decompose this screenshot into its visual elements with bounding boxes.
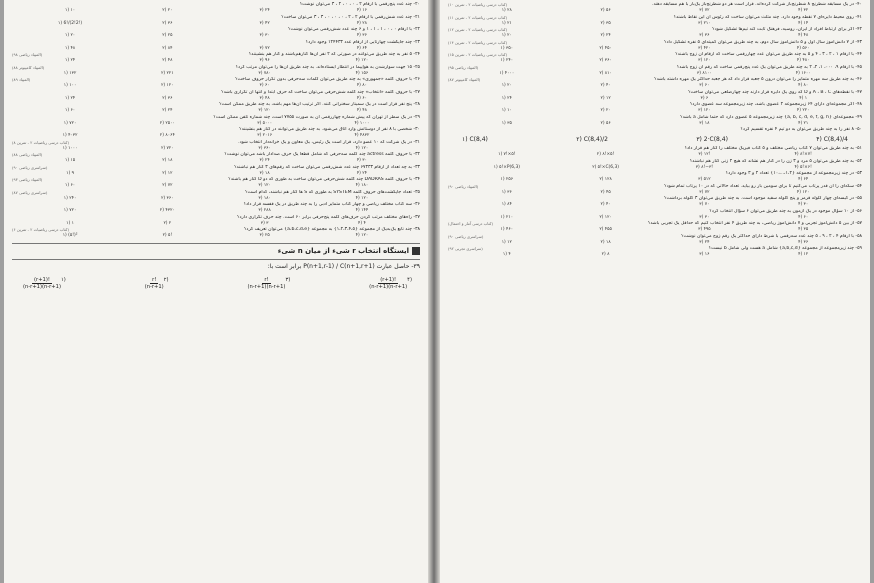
answer-option: ۱) ۴۶۰ bbox=[500, 227, 514, 233]
answer-option: ۴) ۸۰ bbox=[356, 83, 368, 89]
question-body: ۲۰- چند عدد پنج‌رقمی با ارقام ۲ ، ۰ ، ۰ ، ۲ ، ۳ می‌توان نوشت؟ bbox=[299, 2, 420, 7]
right-page bbox=[440, 0, 870, 583]
answer-option: ۳) ۸!−۳! bbox=[695, 164, 714, 170]
denominator: (n-r+1) bbox=[144, 283, 164, 290]
answer-option: ۳) ۱۲! bbox=[698, 152, 711, 158]
answer-option: ۱) ۱۰۰ bbox=[63, 83, 77, 89]
answer-option: ۱) ۸۴ bbox=[501, 202, 512, 208]
answer-option: ۱) ۹ bbox=[66, 170, 74, 176]
answer-option: ۲) ۳۶۰ bbox=[599, 58, 612, 64]
answer-option: ۴) ۶۴ bbox=[356, 45, 368, 51]
question-body: ۴۰- در یک مسابقه شطرنج ۸ شطرنج‌باز شرکت کرده‌اند. قرار است هر دو شطرنج‌باز یک‌بار با هم مسابقه دهند. bbox=[652, 2, 862, 7]
answer-option: ۳) ۷۰ bbox=[699, 202, 710, 208]
answer-option: ۳) ۶۰ bbox=[699, 83, 710, 89]
answer-option: ۲) ۸۴ bbox=[162, 45, 173, 51]
answer-option: ۳) ۳ bbox=[260, 220, 269, 226]
answer-option: ۱) ۷۲۰ bbox=[63, 208, 77, 214]
question-source: (کتاب درسی ریاضیات ۲ - تمرین ۱۲) bbox=[448, 27, 508, 32]
right-page-column bbox=[448, 2, 862, 259]
answer-option: ۳) ۲۴ bbox=[259, 8, 270, 14]
question-body: ۴۵- با ارقام ۹، ۰۰۰، ۱، ۲، ۲ به چند طریق می‌توان یک عدد پنج‌رقمی ساخت که رقم آن زوج باشد؟ bbox=[676, 64, 862, 70]
question-body: ۳۵- تعداد جایگشت‌های حروف کلمه SYSTEM به طوری که S ها کنار هم نباشند، کدام است؟ bbox=[245, 189, 420, 195]
answer-options bbox=[448, 252, 862, 258]
answer-option: ۴) ۳۰ bbox=[356, 158, 368, 164]
question-source: (سراسری ریاضی ۹۰) bbox=[12, 164, 48, 170]
answer-option: ۳) ۷۲ bbox=[699, 8, 710, 14]
fraction bbox=[247, 277, 285, 290]
answer-option: ۲) ۴۵ bbox=[600, 189, 611, 195]
answer-option: ۳) ۱۸ bbox=[259, 170, 270, 176]
question-body: ۵۲- به چند طریق می‌توان ۵ مرد و ۳ زن را در کنار هم نشاند که هیچ ۲ زنی کنار هم نباشند؟ bbox=[689, 158, 862, 164]
answer-option: ۳) ۲۵ bbox=[259, 233, 270, 239]
answer-option: ۲) ۱۲ bbox=[162, 170, 173, 176]
answer-option: ۴) ۱۶۰۰ bbox=[795, 70, 811, 76]
answer-option: ۱) ۳۵۰ bbox=[500, 45, 514, 51]
question-body: ۵۸- با ارقام ۴ ، ۲ ، ۹ ، ۵ چند عدد سه‌رقمی با شرط دارای حداکثر یک رقم زوج می‌توان نوشت؟ bbox=[681, 233, 862, 239]
fraction bbox=[369, 277, 407, 290]
answer-option: ۴) ۱۰۰۰ bbox=[354, 120, 370, 126]
answer-option: ۱) ۶۰ bbox=[64, 108, 76, 114]
answer-option: ۲) ۸۰۶۴ bbox=[159, 133, 175, 139]
question-body: ۲۵- ۱۵ جهت سوارشدن به هواپیما در انتظار ایستاده‌اند. به چند طریق آن‌ها را می‌توان مرتب کرد؟ bbox=[235, 64, 420, 70]
answer-option: ۳) ۲۸۸ bbox=[258, 208, 271, 214]
answer-option: ۲) ۸ bbox=[601, 252, 610, 258]
answer-option: ۴) ۱۵۶ bbox=[355, 70, 369, 76]
answer-option: ۳) ۳۰ bbox=[699, 214, 710, 220]
binomial-option: ۴) C(8,4)/4 bbox=[816, 136, 848, 144]
question-source: (سراسری تجربی ۹۲) bbox=[448, 246, 483, 252]
answer-option: ۴) ۳۵ bbox=[798, 227, 809, 233]
numerator: r! bbox=[152, 276, 157, 283]
answer-option: ۴) ۲۱ bbox=[798, 120, 809, 126]
answer-option: ۳) ۸۱۰۰ bbox=[696, 70, 712, 76]
answer-option: ۴) ۱۲۰ bbox=[355, 233, 369, 239]
question-body: ۴۶- به چند طریق سه مهره متمایز را می‌توان درون ۵ جعبه قرار داد که هر جعبه حداکثر یک مهره داشته باشد؟ bbox=[654, 77, 862, 82]
answer-option: ۱) ۴۸ bbox=[64, 45, 76, 51]
answer-option: ۱) ۲۰ bbox=[64, 33, 76, 39]
answer-option: ۴) ۵۶۰ bbox=[796, 45, 810, 51]
binomial-option: ۲) C(8,4)/2 bbox=[576, 136, 608, 144]
answer-option: ۴) ۶۰ bbox=[356, 95, 368, 101]
answer-option: ۳) ۷۸۰ bbox=[258, 70, 271, 76]
answer-option: ۲) ۵!×C(6,3) bbox=[592, 164, 619, 170]
answer-option: ۴) ۴۸ bbox=[356, 108, 368, 114]
answer-option: ۲) ۵۶ bbox=[600, 120, 611, 126]
answer-option: ۴) ۶۰ bbox=[798, 214, 809, 220]
fraction-option bbox=[142, 277, 169, 290]
answer-option: ۱) ۲۰ bbox=[501, 83, 512, 89]
answer-option: ۲) ۵! bbox=[162, 233, 173, 239]
answer-option: ۱) ۱۰ bbox=[64, 8, 76, 14]
answer-option: ۴) ۱۲ bbox=[798, 252, 809, 258]
numerator: r! bbox=[264, 276, 269, 283]
answer-option: ۱) ۲۴۰ bbox=[63, 195, 77, 201]
option-number: ۴) bbox=[407, 276, 412, 283]
question-body: ۴۲- اگر برای ارتباط افراد از ایران، روسیه، فرهنگ ثابت کند تیم‌ها تشکیل شود؟ bbox=[712, 27, 862, 32]
answer-option: ۲) ۱۸ bbox=[162, 158, 173, 164]
answer-option: ۴) ۸!×۷! bbox=[794, 152, 812, 158]
question-source: (کتاب درسی ریاضیات ۲ - تمرین ۱۱) bbox=[448, 14, 508, 20]
answer-option: ۳) ۲۴ bbox=[259, 158, 270, 164]
denominator: (n-r+1)(n-r+1) bbox=[23, 283, 61, 290]
question-body: ۲۳- چند جایگشت چهارتایی از ارقام عدد ۱۲۴۴۳۳ وجود دارد؟ bbox=[305, 39, 420, 45]
answer-option: ۴) ۶۴ bbox=[798, 177, 809, 183]
answer-option: ۱) ۱ bbox=[66, 220, 74, 226]
answer-option: ۳) ۳۰ bbox=[259, 33, 270, 39]
answer-option: ۲) ۴۸ bbox=[162, 58, 173, 64]
answer-option: ۴) ۱۲۰ bbox=[355, 145, 369, 151]
question-body: ۴۹- مجموعه‌ای {a, b, c, d, e, f, g, h} چند زیرمجموعه ۵ عضوی دارد که حتماً شامل a باشد؟ bbox=[680, 114, 862, 120]
question-source: (کتاب درسی ریاضیات ۲ - تمرین ۶) bbox=[12, 227, 70, 232]
answer-option: ۳) ۶۰ bbox=[259, 83, 270, 89]
question-body: ۳۴- با حروف کلمه DADRAS چند کلمه شش‌حرفی می‌توان ساخت به طوری که دو D کنار هم باشند؟ bbox=[228, 177, 420, 182]
answer-option: ۲) ۵۶ bbox=[600, 8, 611, 14]
question-body: ۳۳- به چه تعداد از ارقام ۶۷۳۳۳ چند عدد شش‌رقمی می‌توان ساخت که رقم‌های ۳ کنار هم نباشند؟ bbox=[234, 164, 420, 170]
answer-option: ۲) ۲۴ bbox=[600, 33, 611, 39]
answer-option: ۲) ۴۵۰ bbox=[599, 45, 612, 51]
denominator: (n-r+1)(n-r+1) bbox=[247, 283, 286, 290]
answer-option: ۲) ۱۲۸ bbox=[599, 177, 612, 183]
answer-option: ۴) ۴ bbox=[358, 220, 366, 226]
question-body: ۴۷- با نقطه‌های A ، B ، C و D که روی یک دایره قرار دارند چند چهارضلعی می‌توان ساخت؟ bbox=[688, 89, 862, 95]
answer-option: ۲) ۲۲۱ bbox=[161, 70, 174, 76]
denominator: (n-r+1)(n-r+1) bbox=[369, 283, 408, 290]
question-body: ۲۹- در یک سطر از تهران که پیش شماره چهاررقمی آن به صورت ۷۷۵۵ است، چند شماره تلفن ممکن است؟ bbox=[213, 114, 420, 120]
option-number: ۱) bbox=[60, 276, 66, 283]
left-page bbox=[4, 0, 428, 583]
answer-option: ۳) ۷۲ bbox=[699, 189, 710, 195]
answer-option: ۴) ۸۰ bbox=[798, 83, 809, 89]
answer-option: ۴) ۳۲ bbox=[798, 8, 809, 14]
option-number: ۳) bbox=[285, 276, 291, 283]
answer-option: ۴) ۲۸ bbox=[356, 20, 368, 26]
answer-option: ۳) ۱۲۰ bbox=[258, 183, 271, 189]
answer-option: ۲) ۴۳۲۰ bbox=[159, 208, 175, 214]
answer-option: ۱) ۲۸ bbox=[501, 8, 512, 14]
answer-option: ۲) ۳۶ bbox=[162, 20, 173, 26]
answer-option: ۳) ۱۲۰ bbox=[698, 58, 711, 64]
answer-option: ۱) ۲۴۰ bbox=[500, 58, 514, 64]
answer-option: ۱) ۳۶ bbox=[501, 189, 512, 195]
answer-option: ۴) ۱۲۰ bbox=[355, 58, 369, 64]
section-divider bbox=[12, 259, 420, 260]
question-source: (المپیاد ۸۹) bbox=[12, 77, 31, 82]
answer-option: ۳) ۵۱۲ bbox=[698, 177, 711, 183]
question-source: (المپیاد کامپیوتر ۸۷) bbox=[448, 77, 481, 82]
answer-option: ۴) ۱۲۰ bbox=[355, 195, 369, 201]
question-source: (المپیاد ریاضی ۸۸) bbox=[12, 152, 43, 157]
answer-option: ۲) ۲۰ bbox=[162, 8, 173, 14]
question-body: ۵۹- چند زیرمجموعه از مجموعه {a,b,c,d} شامل a هست ولی شامل b نیست؟ bbox=[708, 246, 862, 252]
question-body: ۲۲- با ارقام ۰ ، ۰ ، ۱ ، ۱ ، ۱ و ۶ چند عدد شش‌رقمی می‌توان نوشت؟ bbox=[288, 27, 420, 32]
answer-option: ۲) ۲۴ bbox=[162, 108, 173, 114]
answer-option: ۱) ۵!×P(6,3) bbox=[493, 164, 520, 170]
binomial-options bbox=[448, 136, 862, 143]
question-body: ۵۴- سکه‌ای را آن قدر پرتاب می‌کنیم تا برای سومین بار رو بیاید. تعداد حالاتی که در ۱۰ پرتاب تمام شود؟ bbox=[664, 183, 862, 189]
question-body: ۳۶- سه کتاب مختلف ریاضی و چهار کتاب متمایز ادبی را به چند طریق در یک قفسه قرار داد؟ bbox=[243, 202, 420, 207]
answer-option: ۱) (۵!)² bbox=[62, 233, 78, 239]
answer-option: ۴) ۴۸۰ bbox=[796, 58, 810, 64]
question-body: ۳۷- راه‌های مختلف مرتب کردن حرف‌های کلمه پنج‌حرفی برابر ۶۰ است. چند حرف تکراری دارد؟ bbox=[237, 214, 420, 220]
answer-option: ۳) ۱۲۰ bbox=[698, 108, 711, 114]
answer-option: ۱) ۲۴ bbox=[64, 95, 76, 101]
answer-option: ۴) ۳۶ bbox=[798, 239, 809, 245]
question-source: (کتاب درسی ریاضیات ۲ - تمرین ۱۴) bbox=[448, 39, 508, 45]
question-body: ۲۷- با حروف کلمه «انتخاب» چند کلمه شش‌حرفی می‌توان ساخت که حرف ابتدا و انتها آن تکراری باشد؟ bbox=[221, 89, 420, 95]
answer-option: ۱) ۱۲ bbox=[501, 239, 512, 245]
question-body: ۵۶- از ۱۰ سؤال موجود در یک آزمون به چند طریق می‌توان ۶ سؤال انتخاب کرد؟ bbox=[709, 208, 862, 214]
question-body: ۲۶- با حروف کلمه «جمهوری» به چند طریق می‌توان کلمات سه‌حرفی بدون تکرار حروف ساخت؟ bbox=[235, 77, 420, 82]
answer-option: ۲) ۲۰ bbox=[600, 108, 611, 114]
answer-option: ۳) ۴۸ bbox=[259, 95, 270, 101]
answer-option: ۱) ۳۵ bbox=[501, 120, 512, 126]
answer-option: ۲) ۸۱۰ bbox=[599, 70, 612, 76]
question-body: ۵۵- در کیسه‌ای چهار گلوله قرمز و پنج گلوله سفید موجود است. به چند طریق می‌توان ۳ گلوله برداشت؟ bbox=[664, 196, 862, 202]
answer-option: ۱) ۲۱۰ bbox=[500, 214, 514, 220]
answer-option: ۱) ۲۱ bbox=[501, 20, 512, 26]
answer-option: ۲) ۳۵ bbox=[600, 20, 611, 26]
numerator: (r+1)! bbox=[380, 276, 397, 283]
answer-option: ۴) ۴۸ bbox=[798, 33, 809, 39]
question-source: (المپیاد ریاضی ۹۵) bbox=[448, 64, 479, 70]
answer-option: ۱) ۲۴ bbox=[501, 95, 512, 101]
answer-options bbox=[12, 233, 420, 239]
answer-option: ۲) ۴۵۵ bbox=[599, 227, 612, 233]
answer-option: ۴) ۱۲۰ bbox=[796, 189, 810, 195]
question-source: (کتاب درسی ریاضیات ۲ - تمرین ۱۰) bbox=[448, 2, 508, 7]
answer-option: ۲) ۴۰ bbox=[600, 202, 611, 208]
answer-option: ۳) ۱۲۰ bbox=[258, 108, 271, 114]
answer-option: ۳) ۴۲۰ bbox=[698, 45, 711, 51]
question-source: (المپیاد کامپیوتر ۸۸) bbox=[12, 64, 45, 70]
question-body: ۴۸- اگر مجموعه‌ای دارای ۶۴ زیرمجموعه ۲ عضوی باشد، چند زیرمجموعه سه عضوی دارد؟ bbox=[689, 102, 862, 107]
question-source: (کتاب درسی ریاضیات ۲ - تمرین ۱۵) bbox=[448, 52, 508, 57]
answer-option: ۴) ۵!×۶! bbox=[794, 164, 812, 170]
question-body: ۳۰- شخصی با ۸ نفر از دوستانش وارد اتاق می‌شود. به چند طریق می‌توانند در کنار هم بنشینند؟ bbox=[239, 127, 420, 132]
answer-option: ۴) ۱۶ bbox=[356, 8, 368, 14]
question-body: ۲۴- ۵ نفر به چند طریق می‌توانند در صورتی که ۲ نفر آن‌ها کنارهم‌باشند و کنار هم بنشینند؟ bbox=[248, 52, 420, 57]
fraction bbox=[145, 277, 164, 290]
binomial-option: ۱) C(8,4) bbox=[462, 136, 488, 144]
answer-option: ۲) ۲۵۰۰ bbox=[159, 120, 175, 126]
answer-option: ۴) ۳۶ bbox=[356, 33, 368, 39]
question-source: (المپیاد ریاضی ۹۳) bbox=[12, 177, 43, 182]
answer-option: ۱) ۷!×۵! bbox=[498, 152, 516, 158]
answer-option: ۱) ۴ bbox=[502, 252, 511, 258]
answer-option: ۲) ۸!×۵! bbox=[596, 152, 615, 158]
question-source: (سراسری ریاضی ۸۷) bbox=[12, 189, 48, 195]
answer-option: ۴) ۱ bbox=[799, 95, 808, 101]
question-body: ۳۲- با حروف کلمه actress چند کلمه سه‌حرفی که شامل قطعاً یک حرف صدادار باشد می‌توان نوشت؟ bbox=[224, 152, 420, 157]
answer-option: ۴) ۱۸۰ bbox=[355, 183, 369, 189]
question-body: ۴۴- با ارقام ۱ ، ۲ ، ۳ ، ۴ و ۵ به چند طریق می‌توان عدد چهاررقمی ساخت که ارقام آن زوج باشند؟ bbox=[675, 52, 862, 57]
fraction-option bbox=[366, 277, 412, 290]
answer-option: ۳) ۱۸۰ bbox=[258, 195, 271, 201]
question-body: ۲۸- پنج نفر قرار است در یک سمینار سخنرانی کنند. اگر ترتیب آن‌ها مهم باشد، به چند طریق ممکن است؟ bbox=[219, 102, 420, 107]
question-body: ۵۳- در چند زیرمجموعه از مجموعه {۱،۲،...،۱۰} تعداد ۲ و ۳ وجود دارد؟ bbox=[725, 171, 862, 177]
question-source: (المپیاد ریاضی ۹۸) bbox=[12, 52, 43, 57]
answer-option: ۴) ۱۴۴ bbox=[355, 208, 369, 214]
fraction bbox=[23, 277, 61, 290]
answer-option: ۲) ۱۲ bbox=[600, 95, 611, 101]
answer-option: ۲) ۱۲۰ bbox=[599, 214, 612, 220]
question-text: ۳۹- حاصل عبارت P(n+1,r-1) / C(n+1,r+1) برابر است با: bbox=[267, 262, 420, 270]
book-gutter bbox=[428, 0, 440, 583]
binomial-option: ۳) 2·C(8,4) bbox=[696, 136, 728, 144]
answer-option: ۱) ۲۵۶ bbox=[500, 177, 514, 183]
fraction-option bbox=[20, 277, 66, 290]
answer-option: ۲) ۷۲ bbox=[162, 183, 173, 189]
answer-option: ۱) ۷۲۰ bbox=[63, 120, 77, 126]
numerator: (r+1)! bbox=[34, 276, 50, 283]
answer-option: ۳) ۲۴ bbox=[699, 239, 710, 245]
answer-option: ۳) ۵۰۰۰ bbox=[257, 120, 273, 126]
question-source: (سراسری ریاضی ۹۰) bbox=[448, 233, 484, 239]
option-number: ۲) bbox=[163, 276, 169, 283]
question-body: ۳۱- در یک شرکت که ۱۰ عضو دارد، قرار است یک رئیس، یک معاون و یک خزانه‌دار انتخاب شود. bbox=[238, 139, 420, 145]
question-body: ۲۱- چند عدد شش‌رقمی با ارقام ۲ ، ۲ ، ۰ ، ۰ ، ۰ ، ۳ ، ۳ می‌توان ساخت؟ bbox=[281, 14, 420, 20]
question-source: (المپیاد ریاضی ۹۰) bbox=[448, 183, 479, 189]
answer-option: ۱) ۱۳۲ bbox=[63, 70, 77, 76]
answer-option: ۳) ۳۶ bbox=[699, 33, 710, 39]
answer-option: ۴) ۱۴ bbox=[798, 20, 809, 26]
question-body: ۴۱- روی محیط دایره‌ای ۷ نقطه وجود دارد. چند مثلث می‌توان ساخت که رئوس آن این نقاط باشند؟ bbox=[673, 14, 862, 20]
question-body: ۴۳- از ۷ دانش‌آموز سال اول و ۵ دانش‌آموز سال دوم، به چند طریق می‌توان کمیته‌ای ۵ نفره تشکیل داد؟ bbox=[664, 39, 862, 45]
section-title bbox=[12, 247, 420, 256]
answer-option: ۲) ۳۶ bbox=[162, 95, 173, 101]
answer-option: ۱) ۴۰۳۲ bbox=[62, 133, 78, 139]
answer-option: ۲) ۲۵ bbox=[162, 33, 173, 39]
question-source: (کتاب درسی ریاضیات ۲ - تمرین ۸) bbox=[12, 139, 70, 145]
answer-option: ۱) ۱۰۰۰ bbox=[62, 145, 78, 151]
answer-option: ۱) 6!/(2!2!) bbox=[58, 20, 83, 26]
answer-option: ۱) ۲۰ bbox=[501, 33, 512, 39]
answer-option: ۲) ۲ bbox=[163, 220, 172, 226]
section-icon bbox=[412, 247, 420, 255]
answer-option: ۳) ۴۲ bbox=[259, 20, 270, 26]
question-source: (کتاب درسی آمار و احتمال) bbox=[448, 221, 494, 227]
answer-option: ۳) ۶ bbox=[700, 95, 709, 101]
answer-option: ۳) ۱۸ bbox=[699, 120, 710, 126]
answer-option: ۱) ۲۴ bbox=[64, 58, 76, 64]
answer-option: ۱) ۶۰ bbox=[64, 183, 76, 189]
answer-option: ۳) ۳۶۰ bbox=[258, 145, 271, 151]
answer-option: ۳) ۱۶ bbox=[699, 252, 710, 258]
answer-option: ۲) ۴۰ bbox=[600, 83, 611, 89]
left-page-column bbox=[12, 2, 420, 290]
fraction-option bbox=[244, 277, 290, 290]
answer-option: ۲) ۷۲۰ bbox=[161, 145, 174, 151]
answer-option: ۱) ۱۰ bbox=[501, 108, 512, 114]
answer-option: ۴) ۴۸۳۲ bbox=[354, 133, 370, 139]
answer-option: ۲) ۳۶۰ bbox=[161, 195, 174, 201]
section-title-text: ایستگاه انتخاب r شیء از میان n شیء bbox=[277, 246, 409, 255]
question-body: ۳۸- چند تابع یک‌به‌یک از مجموعه {۱،۲،۳،۴،۵} به مجموعه {a،b،c،d،e} می‌توان تعریف کرد؟ bbox=[243, 227, 420, 232]
answer-option: ۲) ۱۲۰ bbox=[161, 83, 174, 89]
answer-option: ۳) ۲۰۱۶ bbox=[257, 133, 273, 139]
answer-option: ۱) ۴۰۰۰ bbox=[499, 70, 515, 76]
question-text bbox=[448, 127, 862, 133]
question-body: ۵۷- از بین ۵ دانش‌آموز تجربی و ۷ دانش‌آموز ریاضی، به چند طریق ۴ نفر انتخاب کنیم که حداقل یک تجربی باشد؟ bbox=[647, 221, 862, 227]
answer-option: ۴) ۳۰ bbox=[798, 202, 809, 208]
answer-option: ۳) ۴۹۵ bbox=[698, 227, 711, 233]
fraction-options bbox=[12, 277, 420, 290]
answer-option: ۴) ۲۴ bbox=[356, 170, 368, 176]
question-body: ۵۱- به چند طریق می‌توان ۷ کتاب ریاضی مختلف و ۵ کتاب فیزیک مختلف را کنار هم قرار داد؟ bbox=[684, 146, 862, 152]
question-body: ۵۰- ۸ نفر را به چند طریق می‌توان به دو تیم ۴ نفره تقسیم کرد؟ bbox=[740, 127, 862, 132]
answer-option: ۴) ۲۲۰ bbox=[796, 108, 810, 114]
answer-option: ۳) ۹۶ bbox=[259, 58, 270, 64]
answer-option: ۳) ۲۱۰ bbox=[698, 20, 711, 26]
answer-option: ۲) ۱۸ bbox=[600, 239, 611, 245]
answer-option: ۱) ۱۵ bbox=[64, 158, 76, 164]
section-divider bbox=[12, 243, 420, 244]
answer-option: ۳) ۷۲ bbox=[259, 45, 270, 51]
